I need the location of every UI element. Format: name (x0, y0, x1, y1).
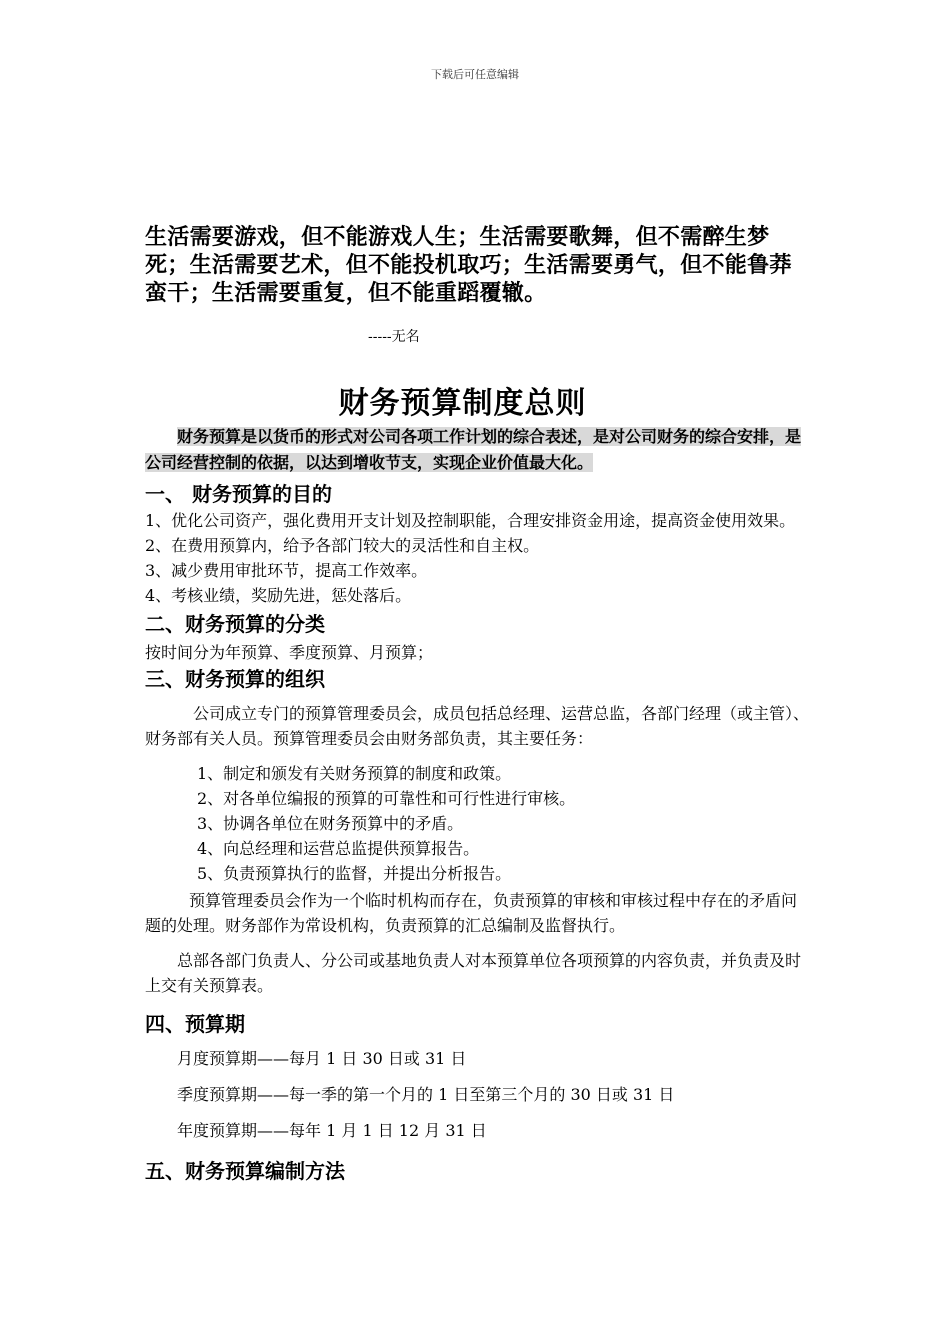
list-item: 月度预算期——每月 1 日 30 日或 31 日 (177, 1049, 467, 1068)
quote-author: -----无名 (368, 329, 420, 345)
section-2-text: 按时间分为年预算、季度预算、月预算； (145, 643, 434, 662)
list-item: 4、考核业绩，奖励先进，惩处落后。 (145, 586, 412, 605)
list-item: 2、在费用预算内，给予各部门较大的灵活性和自主权。 (145, 536, 540, 555)
list-item: 年度预算期——每年 1 月 1 日 12 月 31 日 (177, 1121, 487, 1140)
list-item: 1、优化公司资产，强化费用开支计划及控制职能，合理安排资金用途，提高资金使用效果。 (145, 511, 796, 530)
list-item: 季度预算期——每一季的第一个月的 1 日至第三个月的 30 日或 31 日 (177, 1085, 675, 1104)
section-heading-3: 三、财务预算的组织 (145, 667, 325, 691)
section-3-para-1-text: 预算管理委员会作为一个临时机构而存在，负责预算的审核和审核过程中存在的矛盾问题的处理。财务部作为常设机构，负责预算的汇总编制及监督执行。 (145, 891, 798, 935)
document-title: 财务预算制度总则 (338, 386, 587, 421)
list-item: 1、制定和颁发有关财务预算的制度和政策。 (197, 764, 512, 783)
section-3-para-2 (145, 948, 810, 998)
list-item: 5、负责预算执行的监督，并提出分析报告。 (197, 864, 512, 883)
section-heading-4: 四、预算期 (145, 1012, 245, 1036)
section-heading-2: 二、财务预算的分类 (145, 612, 325, 636)
document-body (145, 480, 810, 1185)
intro-text: 财务预算是以货币的形式对公司各项工作计划的综合表述，是对公司财务的综合安排，是公司经营控制的依据，以达到增收节支，实现企业价值最大化。 (145, 427, 802, 472)
section-3-intro (145, 701, 810, 751)
task-list (145, 761, 810, 886)
section-3-para-2-text: 总部各部门负责人、分公司或基地负责人对本预算单位各项预算的内容负责，并负责及时上交有关预算表。 (145, 951, 802, 995)
header-note: 下载后可任意编辑 (431, 68, 519, 81)
intro-paragraph (145, 424, 815, 476)
list-item: 2、对各单位编报的预算的可靠性和可行性进行审核。 (197, 789, 576, 808)
list-item: 3、协调各单位在财务预算中的矛盾。 (197, 814, 464, 833)
section-heading-5: 五、财务预算编制方法 (145, 1159, 345, 1183)
quote-text: 生活需要游戏，但不能游戏人生；生活需要歌舞，但不需醉生梦死；生活需要艺术，但不能投机取巧；生活需要勇气，但不能鲁莽蛮干；生活需要重复，但不能重蹈覆辙。 (145, 225, 792, 306)
section-heading-1: 一、 财务预算的目的 (145, 482, 332, 506)
section-3-intro-text: 公司成立专门的预算管理委员会，成员包括总经理、运营总监，各部门经理（或主管）、财务部有关人员。预算管理委员会由财务部负责，其主要任务： (145, 704, 810, 748)
list-item: 4、向总经理和运营总监提供预算报告。 (197, 839, 480, 858)
list-item: 3、减少费用审批环节，提高工作效率。 (145, 561, 428, 580)
section-3-para-1 (145, 888, 810, 938)
